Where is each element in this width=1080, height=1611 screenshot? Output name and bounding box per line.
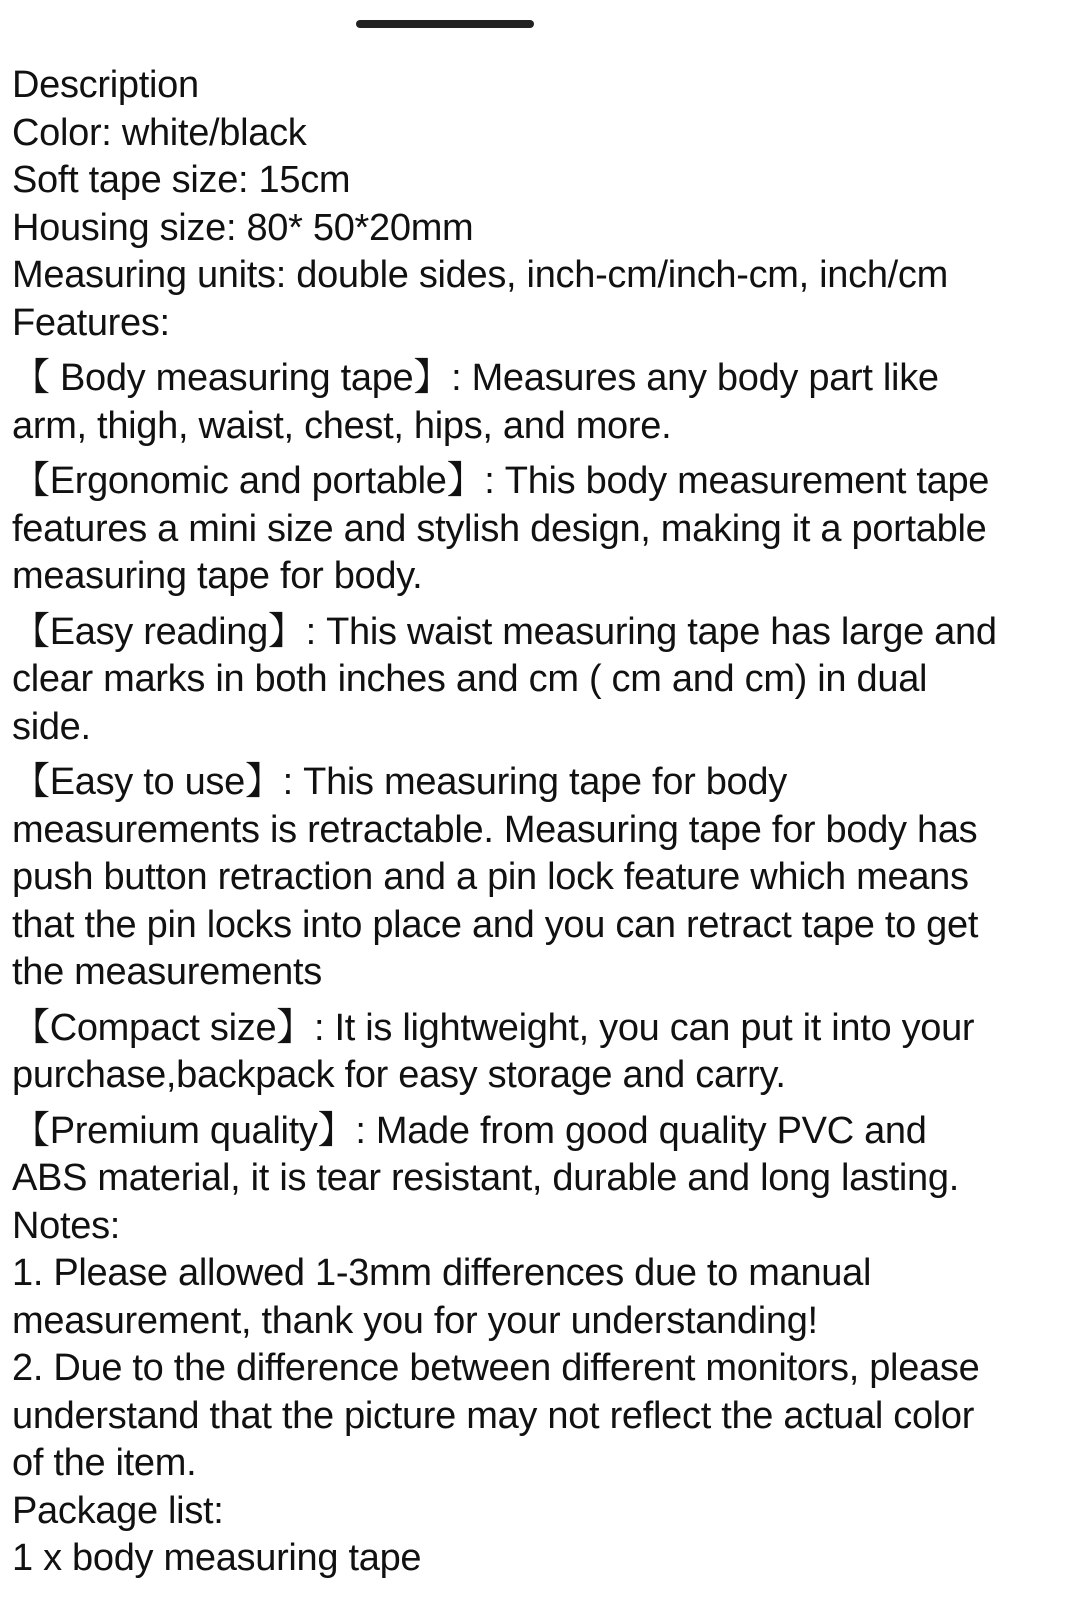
- feature-line: 【 Body measuring tape】: Measures any body part like: [12, 357, 939, 399]
- feature-line: that the pin locks into place and you can retract tape to get: [12, 903, 979, 946]
- feature-line: 【Ergonomic and portable】: This body measurement tape: [12, 460, 990, 502]
- notes-heading: Notes:: [12, 1204, 121, 1247]
- feature-ergonomic: [12, 458, 1076, 601]
- feature-line: push button retraction and a pin lock feature which means: [12, 856, 969, 898]
- feature-easy-to-use: [12, 759, 1076, 997]
- product-description: [12, 62, 1076, 1583]
- feature-line: clear marks in both inches and cm ( cm and cm) in dual: [12, 658, 928, 700]
- feature-easy-reading: [12, 609, 1076, 752]
- note-line: measurement, thank you for your understanding!: [12, 1299, 818, 1342]
- feature-line: 【Compact size】: It is lightweight, you can put it into your: [12, 1006, 975, 1049]
- feature-line: 【Premium quality】: Made from good quality PVC and: [12, 1109, 927, 1152]
- feature-line: side.: [12, 705, 91, 748]
- feature-premium-quality: [12, 1108, 1076, 1203]
- spec-color: Color: white/black: [12, 111, 307, 154]
- spec-measuring-units: Measuring units: double sides, inch-cm/inch-cm, inch/cm: [12, 254, 948, 296]
- feature-line: arm, thigh, waist, chest, hips, and more.: [12, 404, 672, 447]
- feature-line: the measurements: [12, 951, 322, 993]
- note-line: 2. Due to the difference between different monitors, please: [12, 1347, 980, 1389]
- feature-line: purchase,backpack for easy storage and carry.: [12, 1054, 786, 1096]
- package-item: 1 x body measuring tape: [12, 1537, 422, 1579]
- feature-line: measurements is retractable. Measuring tape for body has: [12, 808, 978, 851]
- feature-body-measuring: [12, 355, 1076, 450]
- feature-line: measuring tape for body.: [12, 555, 423, 597]
- note-line: understand that the picture may not reflect the actual color: [12, 1394, 975, 1437]
- features-heading: Features:: [12, 301, 170, 344]
- spec-tape-size: Soft tape size: 15cm: [12, 159, 351, 201]
- note-line: 1. Please allowed 1-3mm differences due to manual: [12, 1252, 872, 1294]
- feature-line: ABS material, it is tear resistant, durable and long lasting.: [12, 1157, 959, 1199]
- feature-line: 【Easy to use】: This measuring tape for body: [12, 761, 787, 803]
- note-line: of the item.: [12, 1442, 197, 1484]
- description-heading: Description: [12, 64, 199, 106]
- feature-compact-size: [12, 1005, 1076, 1100]
- sheet-drag-handle[interactable]: [356, 20, 534, 28]
- spec-housing-size: Housing size: 80* 50*20mm: [12, 206, 474, 249]
- package-list-heading: Package list:: [12, 1489, 224, 1532]
- feature-line: features a mini size and stylish design, making it a portable: [12, 507, 987, 550]
- feature-line: 【Easy reading】: This waist measuring tape has large and: [12, 610, 997, 653]
